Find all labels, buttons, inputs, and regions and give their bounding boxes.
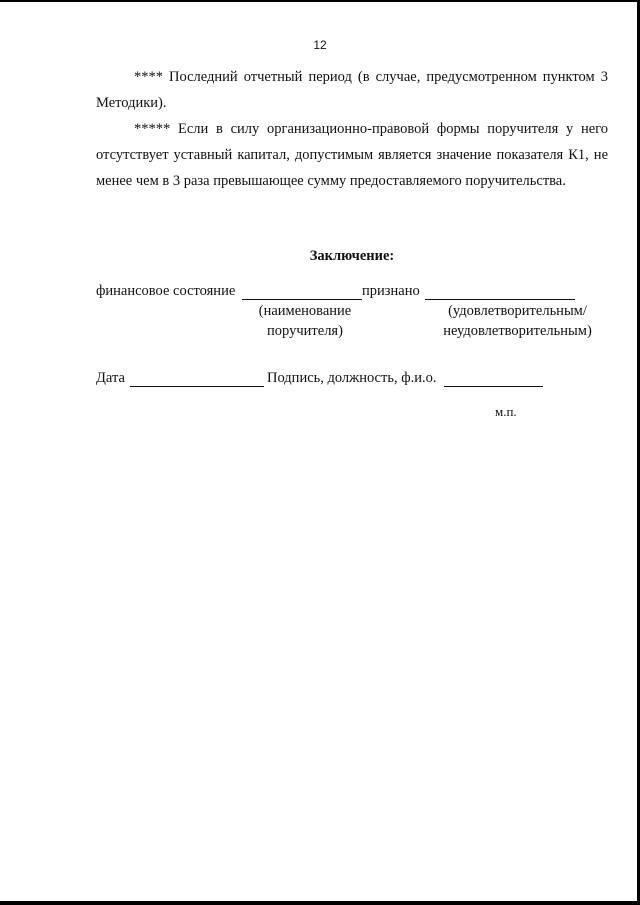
stamp-label: м.п. bbox=[495, 404, 517, 419]
result-blank bbox=[425, 299, 575, 300]
scan-edge-bottom bbox=[0, 901, 640, 905]
result-caption bbox=[430, 301, 605, 341]
result-caption-line1: (удовлетворительным/ bbox=[448, 303, 587, 319]
guarantor-caption-line1: (наименование bbox=[258, 303, 352, 319]
guarantor-name-blank bbox=[242, 299, 362, 300]
signature-label: Подпись, должность, ф.и.о. bbox=[267, 370, 437, 386]
date-blank bbox=[130, 386, 264, 387]
page-number: 12 bbox=[313, 38, 327, 52]
result-caption-line2: неудовлетворительным) bbox=[443, 323, 592, 339]
guarantor-caption bbox=[240, 301, 370, 341]
scan-edge-top bbox=[0, 0, 640, 2]
guarantor-caption-line2: поручителя) bbox=[267, 323, 343, 339]
footnote-five-stars: ***** Если в силу организационно-правовой формы поручителя у него отсутствует уставный капитал, допустимым является значение показателя К1, не менее чем в 3 раза превышающее сумму предоставляемого поручительства. bbox=[96, 121, 608, 189]
recognized-label: признано bbox=[362, 283, 420, 299]
conclusion-heading: Заключение: bbox=[309, 248, 395, 264]
signature-blank bbox=[444, 386, 543, 387]
footnote-four-stars: **** Последний отчетный период (в случае, предусмотренном пунктом 3 Методики). bbox=[96, 69, 608, 111]
date-label: Дата bbox=[96, 370, 125, 386]
financial-state-label: финансовое состояние bbox=[96, 283, 236, 299]
